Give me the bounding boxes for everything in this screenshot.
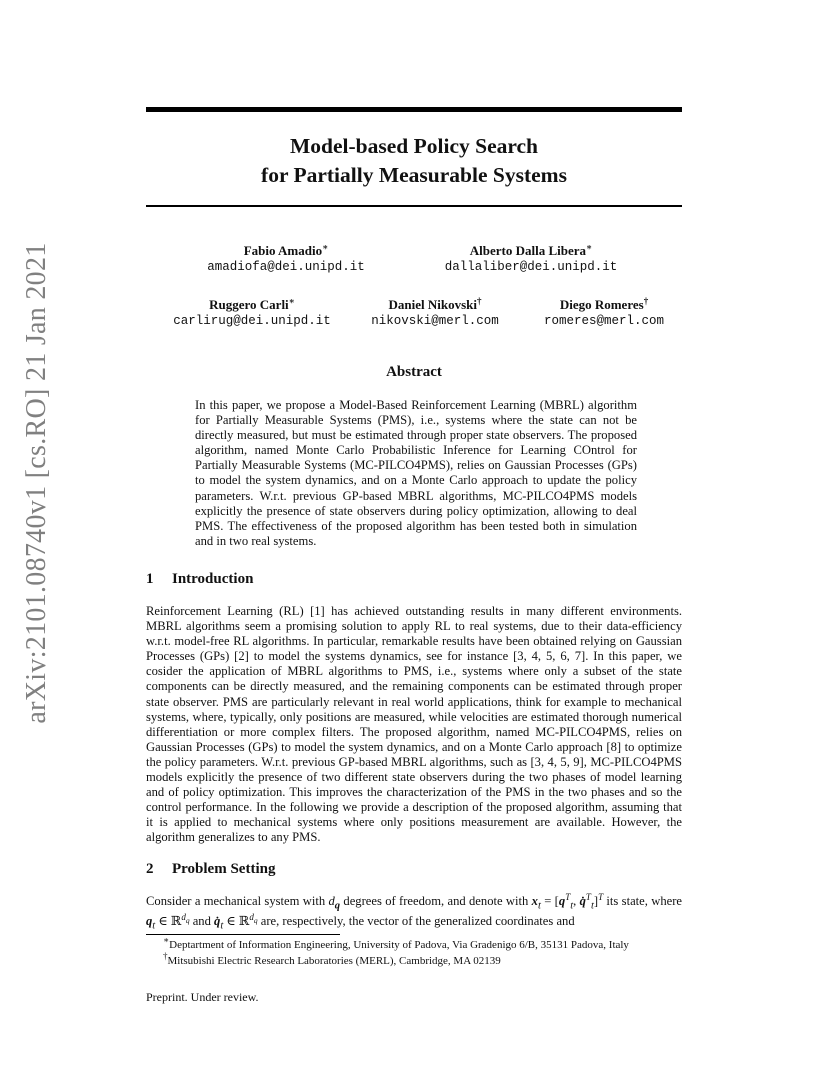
footnote: †Mitsubishi Electric Research Laboratories (MERL), Cambridge, MA 02139 [163, 951, 501, 967]
title-line-2: for Partially Measurable Systems [261, 163, 567, 187]
paper-title [146, 132, 682, 190]
section-heading-problem-setting [146, 861, 275, 878]
author-block [186, 242, 386, 276]
footnote-rule [146, 934, 340, 935]
author-email: carlirug@dei.unipd.it [173, 314, 331, 328]
introduction-paragraph: Reinforcement Learning (RL) [1] has achieved outstanding results in many different environments. MBRL algorithms seem a promising solution to apply RL to real systems, due to their data-efficiency w.r.t. model-free RL algorithms. In particular, remarkable results have been obtained relying on Gaussian Processes (GPs) [2] to model the systems dynamics, see for instance [3, 4, 5, 6, 7]. In this paper, we cosider the application of MBRL algorithms to PMS, i.e., systems where only a subset of the state components can be directly measured, and the remaining components can be estimated through proper state observer. PMS are particularly relevant in real world applications, think for example to mechanical systems, where, typically, only positions are measured, while velocities are estimated thorough numerical differentiation or more complex filters. The proposed algorithm, named MC-PILCO4PMS, relies on Gaussian Processes (GPs) to model the system dynamics, and on a Monte Carlo approach [8] to optimize the policy parameters. W.r.t. previous GP-based MBRL algorithms, such as [3, 4, 5, 9], MC-PILCO4PMS models explicitly the presence of two different state observers during the two phases of model learning and of policy optimization. This improves the characterization of the PMS in the two phases and so the control performance. In the following we provide a description of the proposed algorithm, assuming that it is applied to mechanical systems where only positions measurement are available. However, the algorithm generalizes to any PMS. [146, 604, 682, 845]
author-name: Daniel Nikovski† [388, 296, 482, 312]
title-bottom-rule [146, 205, 682, 207]
author-block [350, 296, 520, 330]
footnote: ∗Deptartment of Information Engineering, University of Padova, Via Gradenigo 6/B, 35131 Padova, Italy [163, 935, 629, 951]
author-block [514, 296, 694, 330]
arxiv-identifier: arXiv:2101.08740v1 [cs.RO] 21 Jan 2021 [21, 242, 52, 724]
author-name: Diego Romeres† [559, 296, 649, 312]
abstract-text: In this paper, we propose a Model-Based Reinforcement Learning (MBRL) algorithm for Partially Measurable Systems (PMS), i.e., systems where the state can not be directly measured, but must be estimated through proper state observers. The proposed algorithm, named Monte Carlo Probabilistic Inference for Learning COntrol for Partially Measurable Systems (MC-PILCO4PMS), relies on Gaussian Processes (GPs) to model the system dynamics, and on a Monte Carlo approach to update the policy parameters. W.r.t. previous GP-based MBRL algorithms, MC-PILCO4PMS models explicitly the presence of state observers during policy optimization, allowing to deal PMS. The effectiveness of the proposed algorithm has been tested both in simulation and in two real systems. [195, 398, 637, 548]
preprint-note: Preprint. Under review. [146, 990, 259, 1004]
title-line-1: Model-based Policy Search [289, 134, 539, 158]
author-name: Alberto Dalla Libera∗ [469, 242, 593, 258]
abstract-heading: Abstract [386, 364, 442, 380]
author-email: amadiofa@dei.unipd.it [207, 260, 365, 274]
top-rule [146, 107, 682, 112]
section-heading-introduction [146, 571, 253, 588]
author-block [152, 296, 352, 330]
author-email: dallaliber@dei.unipd.it [444, 260, 618, 274]
section-number: 2 [146, 861, 154, 877]
section-title: Introduction [172, 571, 254, 587]
author-email: nikovski@merl.com [371, 314, 499, 328]
author-name: Fabio Amadio∗ [243, 242, 329, 258]
section-title: Problem Setting [172, 861, 276, 877]
author-email: romeres@merl.com [543, 314, 665, 328]
author-block [421, 242, 641, 276]
problem-setting-paragraph: Consider a mechanical system with $d_q$ degrees of freedom, and denote with $x_t = [q^T_t$, q̇$^T_t$]$^T$ its state, where $q_t$ ∈ ℝ$^{d_q}$ and $q̇_t$ ∈ ℝ$^{d_q}$ are, respectively, the vector of the generalized coordinates and [146, 892, 683, 932]
author-name: Ruggero Carli∗ [209, 296, 295, 312]
section-number: 1 [146, 571, 154, 587]
